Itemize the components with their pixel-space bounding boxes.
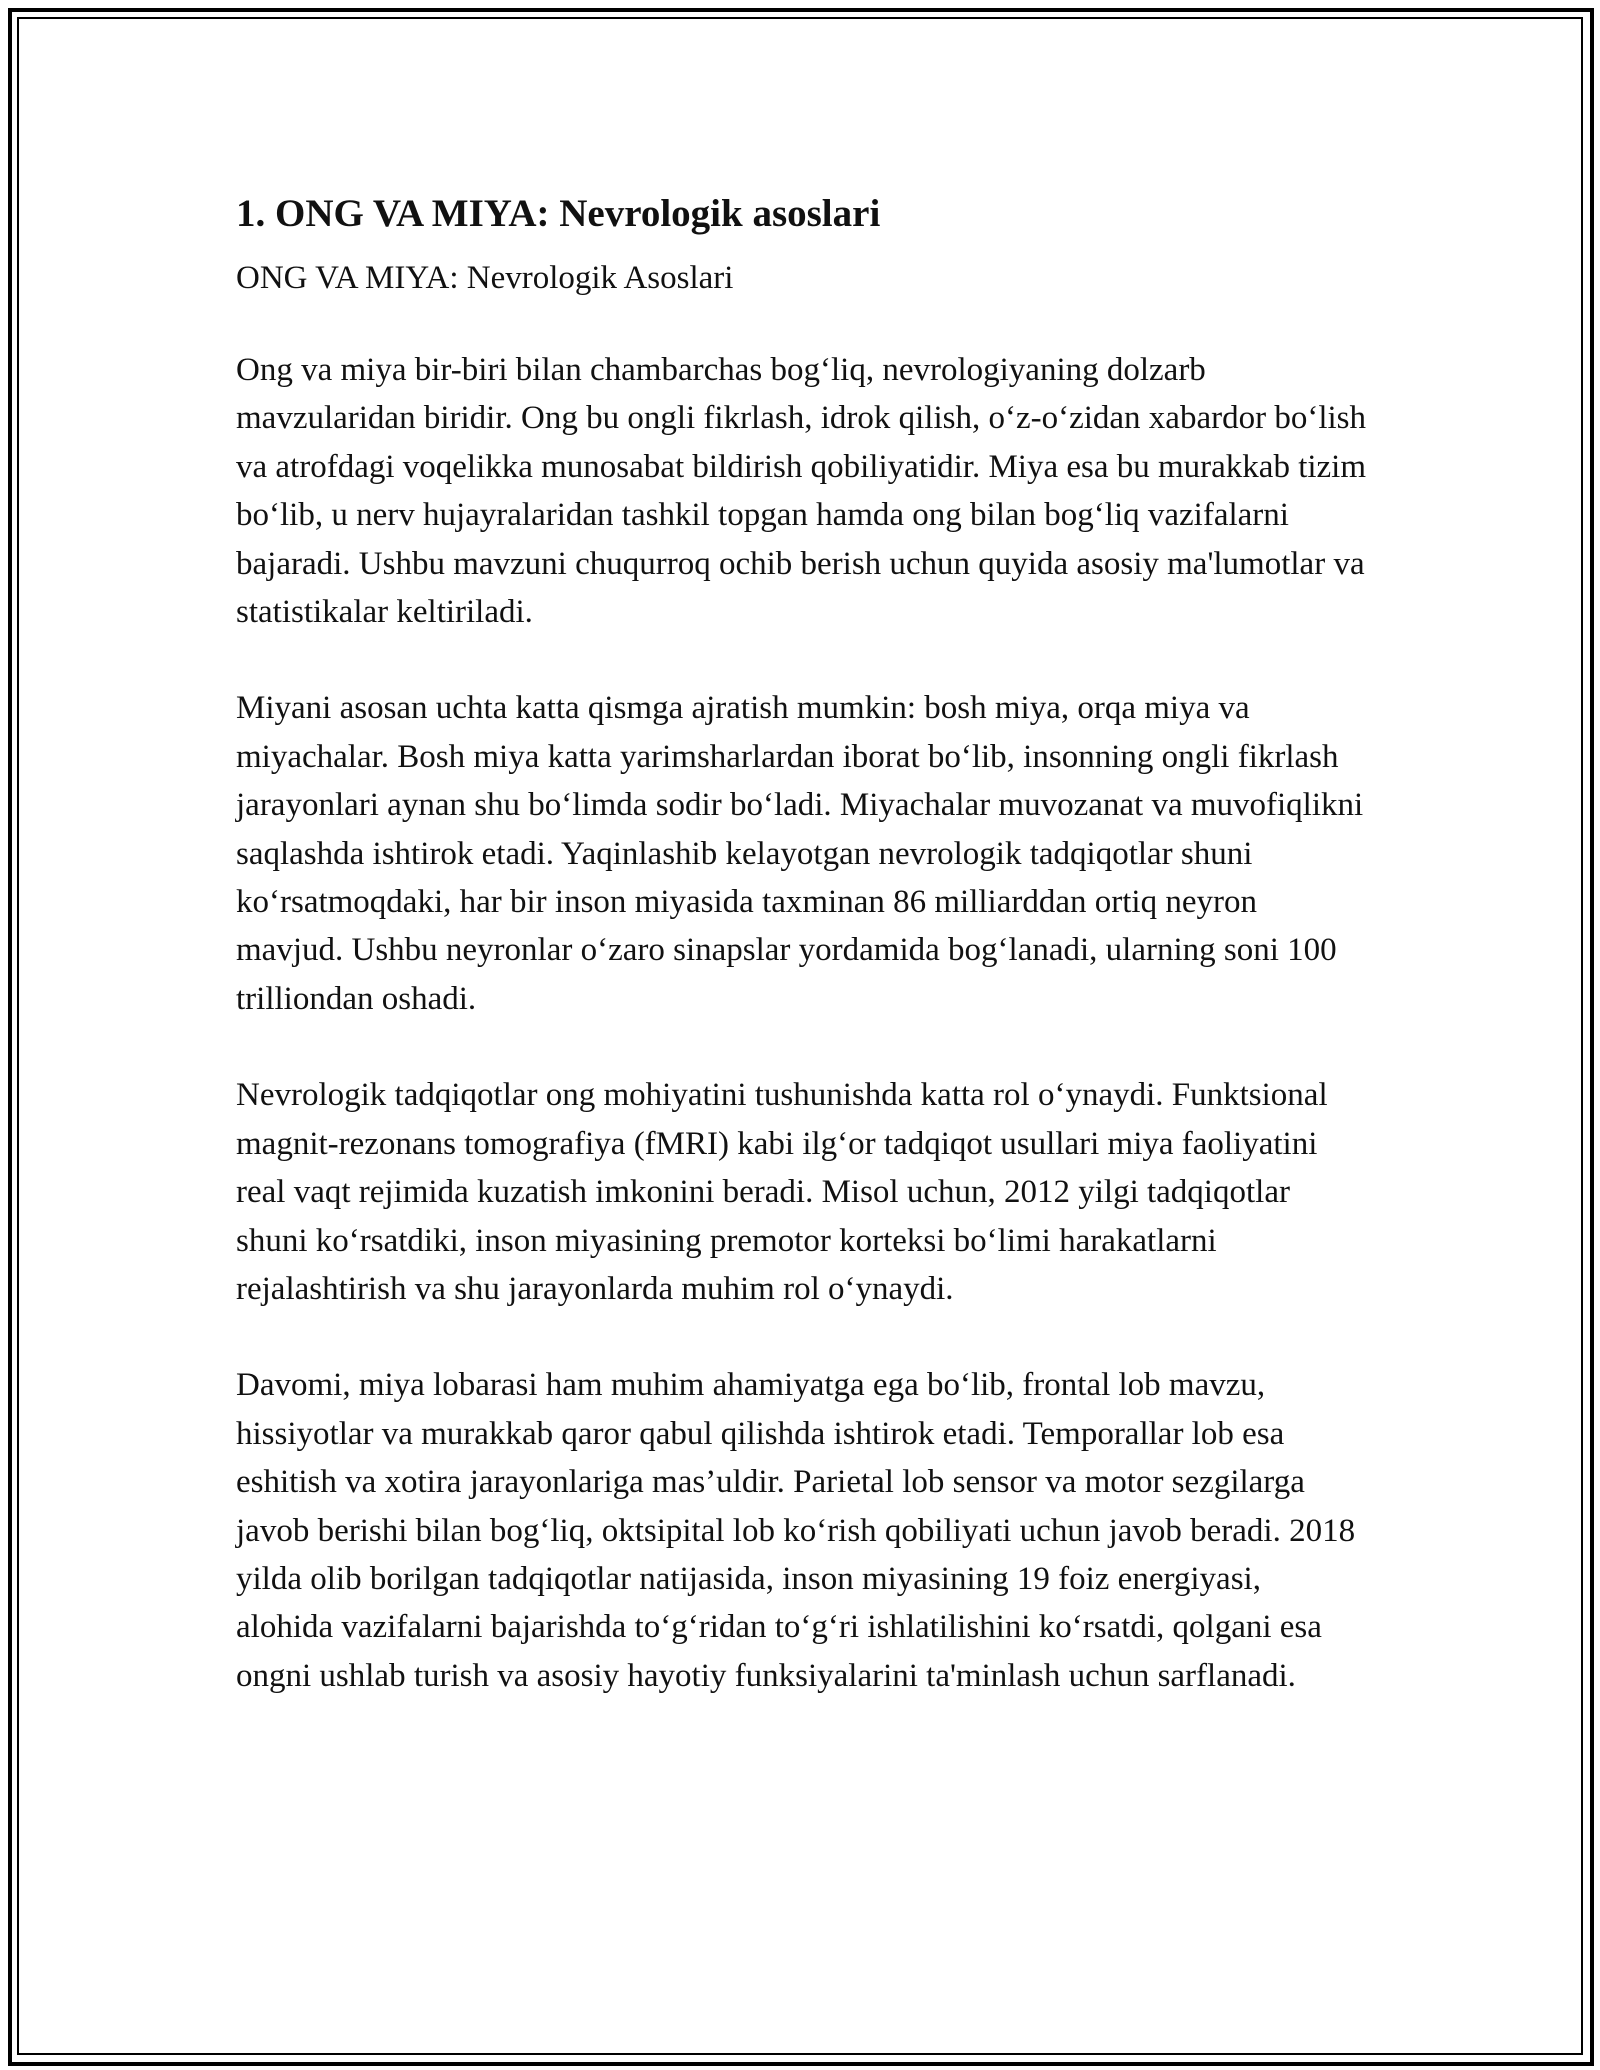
paragraph-3: Nevrologik tadqiqotlar ong mohiyatini tushunishda katta rol o‘ynaydi. Funktsional magnit-rezonans tomografiya (fMRI) kabi ilg‘or tadqiqot usullari miya faoliyatini real vaqt rejimida kuzatish imkonini beradi. Misol uchun, 2012 yilgi tadqiqotlar shuni ko‘rsatdiki, inson miyasining premotor korteksi bo‘limi harakatlarni rejalashtirish va shu jarayonlarda muhim rol o‘ynaydi. — [236, 1077, 1328, 1307]
paragraph-2: Miyani asosan uchta katta qismga ajratish mumkin: bosh miya, orqa miya va miyachalar. Bosh miya katta yarimsharlardan iborat bo‘lib, insonning ongli fikrlash jarayonlari aynan shu bo‘limda sodir bo‘ladi. Miyachalar muvozanat va muvofiqlikni saqlashda ishtirok etadi. Yaqinlashib kelayotgan nevrologik tadqiqotlar shuni ko‘rsatmoqdaki, har bir inson miyasida taxminan 86 milliarddan ortiq neyron mavjud. Ushbu neyronlar o‘zaro sinapslar yordamida bog‘lanadi, ularning soni 100 trilliondan oshadi. — [236, 690, 1364, 1017]
paragraph-4: Davomi, miya lobarasi ham muhim ahamiyatga ega bo‘lib, frontal lob mavzu, hissiyotlar va murakkab qaror qabul qilishda ishtirok etadi. Temporallar lob esa eshitish va xotira jarayonlariga mas’uldir. Parietal lob sensor va motor sezgilarga javob berishi bilan bog‘liq, oktsipital lob ko‘rish qobiliyati uchun javob beradi. 2018 yilda olib borilgan tadqiqotlar natijasida, inson miyasining 19 foiz energiyasi, alohida vazifalarni bajarishda to‘g‘ridan to‘g‘ri ishlatilishini ko‘rsatdi, qolgani esa ongni ushlab turish va asosiy hayotiy funksiyalarini ta'minlash uchun sarflanadi. — [236, 1367, 1356, 1694]
document-body — [236, 190, 1366, 1748]
document-subtitle: ONG VA MIYA: Nevrologik Asoslari — [236, 260, 734, 296]
document-title: 1. ONG VA MIYA: Nevrologik asoslari — [236, 192, 881, 235]
paragraph-1: Ong va miya bir-biri bilan chambarchas bog‘liq, nevrologiyaning dolzarb mavzularidan biridir. Ong bu ongli fikrlash, idrok qilish, o‘z-o‘zidan xabardor bo‘lish va atrofdagi voqelikka munosabat bildirish qobiliyatidir. Miya esa bu murakkab tizim bo‘lib, u nerv hujayralaridan tashkil topgan hamda ong bilan bog‘liq vazifalarni bajaradi. Ushbu mavzuni chuqurroq ochib berish uchun quyida asosiy ma'lumotlar va statistikalar keltiriladi. — [236, 352, 1367, 631]
